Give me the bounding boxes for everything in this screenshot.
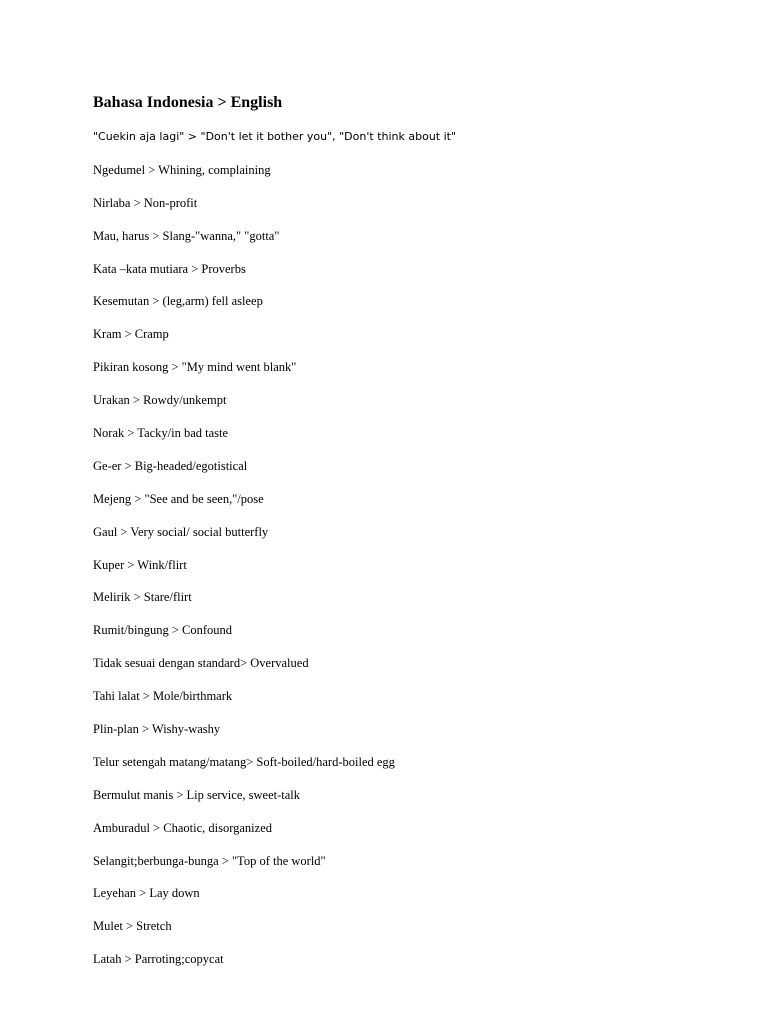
glossary-entry: Kuper > Wink/flirt [93,557,187,572]
glossary-entry: Nirlaba > Non-profit [93,195,198,210]
glossary-entry: Kesemutan > (leg,arm) fell asleep [93,294,263,309]
glossary-entry: Pikiran kosong > "My mind went blank" [93,360,297,375]
glossary-entry: Gaul > Very social/ social butterfly [93,524,269,539]
glossary-entry: Plin-plan > Wishy-washy [93,722,221,737]
glossary-entry: Ge-er > Big-headed/egotistical [93,458,248,473]
glossary-entry: Rumit/bingung > Confound [93,623,233,638]
glossary-entry: Urakan > Rowdy/unkempt [93,393,227,408]
glossary-entry: Norak > Tacky/in bad taste [93,426,229,441]
glossary-entry: Kata –kata mutiara > Proverbs [93,261,246,276]
glossary-entry: Ngedumel > Whining, complaining [93,162,271,177]
glossary-entry: Mulet > Stretch [93,919,172,934]
glossary-entry: Tahi lalat > Mole/birthmark [93,689,233,704]
glossary-entry: Amburadul > Chaotic, disorganized [93,820,273,835]
glossary-entry: Kram > Cramp [93,327,169,342]
glossary-entry: Latah > Parroting;copycat [93,952,224,967]
document-title: Bahasa Indonesia > English [93,94,283,111]
glossary-entry: Bermulut manis > Lip service, sweet-talk [93,787,300,802]
glossary-entry: Selangit;berbunga-bunga > "Top of the world" [93,853,326,868]
glossary-entry: Telur setengah matang/matang> Soft-boiled/hard-boiled egg [93,754,395,769]
glossary-entry: Melirik > Stare/flirt [93,590,192,605]
glossary-list [93,128,713,983]
glossary-entry: Leyehan > Lay down [93,886,200,901]
glossary-entry: Mejeng > "See and be seen,"/pose [93,491,264,506]
glossary-entry: "Cuekin aja lagi" > "Don't let it bother you", "Don't think about it" [93,130,457,143]
glossary-entry: Mau, harus > Slang-"wanna," "gotta" [93,228,280,243]
glossary-entry: Tidak sesuai dengan standard> Overvalued [93,656,309,671]
